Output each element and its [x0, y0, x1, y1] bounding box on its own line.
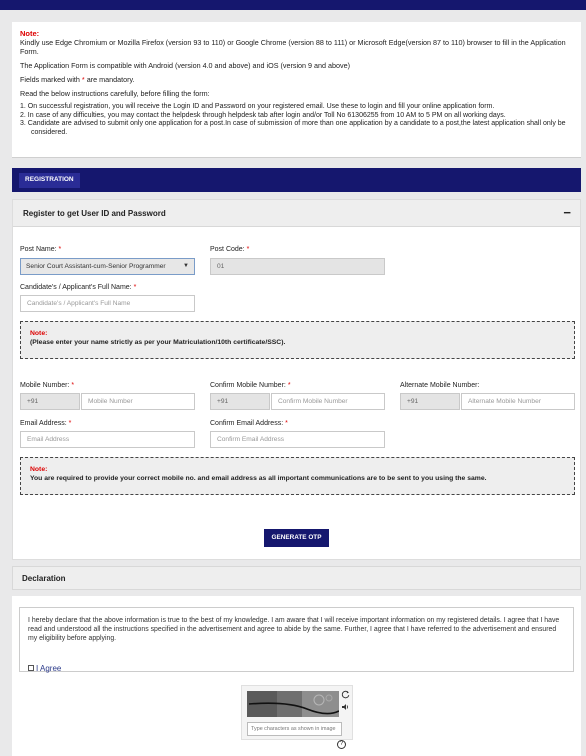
agree-label[interactable]: I Agree	[36, 664, 62, 673]
full-name-label: Candidate's / Applicant's Full Name: *	[20, 284, 137, 291]
captcha-noise-icon	[247, 691, 339, 717]
read-instructions-text: Read the below instructions carefully, before filling the form:	[20, 89, 210, 98]
instruction-item: 3. Candidate are advised to submit only one application for a post.In case of submission of more than one application by a candidate to a post,the latest application shall only be considered.	[20, 120, 566, 136]
compatibility-text: The Application Form is compatible with Android (version 4.0 and above) and iOS (version 9 and above)	[20, 61, 351, 70]
browser-requirement-text: Kindly use Edge Chromium or Mozilla Firefox (version 93 to 110) or Google Chrome (version 88 to 111) or Microsoft Edge(version 87 to 110) browser to fill in the Application Form.	[20, 38, 566, 56]
mandatory-text: Fields marked with * are mandatory.	[20, 75, 135, 84]
email-label: Email Address: *	[20, 420, 72, 427]
contact-note-box	[20, 457, 575, 495]
alternate-mobile-country-code: +91	[400, 393, 460, 410]
post-name-select[interactable]: Senior Court Assistant-cum-Senior Programmer ▼	[20, 258, 195, 275]
tab-registration[interactable]: REGISTRATION	[19, 173, 80, 188]
instruction-item: 1. On successful registration, you will receive the Login ID and Password on your registered email. Use these to login and fill your online application form.	[20, 103, 495, 110]
captcha-widget	[241, 685, 353, 740]
generate-otp-button[interactable]: GENERATE OTP	[264, 529, 329, 547]
post-code-field: 01	[210, 258, 385, 275]
top-header-bar	[0, 0, 586, 10]
confirm-mobile-country-code: +91	[210, 393, 270, 410]
declaration-box	[19, 607, 574, 672]
post-code-label: Post Code: *	[210, 246, 250, 253]
email-input[interactable]: Email Address	[20, 431, 195, 448]
audio-icon[interactable]	[341, 703, 350, 711]
contact-note-title: Note:	[30, 466, 48, 473]
notice-note-label: Note:	[20, 29, 40, 38]
captcha-input[interactable]: Type characters as shown in image	[247, 722, 342, 736]
registration-panel-header[interactable]	[13, 200, 580, 227]
agree-checkbox[interactable]	[28, 664, 61, 673]
mobile-country-code: +91	[20, 393, 80, 410]
confirm-email-label: Confirm Email Address: *	[210, 420, 288, 427]
name-note-box	[20, 321, 575, 359]
mobile-input[interactable]: Mobile Number	[81, 393, 195, 410]
confirm-mobile-label: Confirm Mobile Number: *	[210, 382, 291, 389]
registration-panel	[12, 199, 581, 560]
captcha-image	[247, 691, 339, 717]
collapse-icon[interactable]: −	[563, 205, 571, 220]
alternate-mobile-label: Alternate Mobile Number:	[400, 382, 480, 389]
confirm-email-input[interactable]: Confirm Email Address	[210, 431, 385, 448]
instruction-list	[20, 103, 573, 137]
declaration-title: Declaration	[22, 574, 66, 583]
declaration-text: I hereby declare that the above information is true to the best of my knowledge. I am aware that I will receive important information on my registered details. I agree that I have read and understood all the instructions specified in the advertisement and agree to abide by the same. Further, I agree that I have referred to the advertisement and ensured my eligibility before applying.	[28, 617, 560, 642]
confirm-mobile-input[interactable]: Confirm Mobile Number	[271, 393, 385, 410]
name-note-text: (Please enter your name strictly as per your Matriculation/10th certificate/SSC).	[30, 339, 286, 346]
registration-tab-bar	[12, 168, 581, 192]
alternate-mobile-input[interactable]: Alternate Mobile Number	[461, 393, 575, 410]
panel-title: Register to get User ID and Password	[23, 209, 166, 218]
help-icon[interactable]: ?	[337, 740, 346, 749]
checkbox-icon[interactable]	[28, 665, 34, 671]
name-note-title: Note:	[30, 330, 48, 337]
post-name-label: Post Name: *	[20, 246, 62, 253]
instruction-item: 2. In case of any difficulties, you may contact the helpdesk through helpdesk tab after login and/or Toll No 61306255 from 10 AM to 5 PM on all working days.	[20, 111, 506, 119]
full-name-input[interactable]: Candidate's / Applicant's Full Name	[20, 295, 195, 312]
refresh-icon[interactable]	[341, 690, 350, 699]
chevron-down-icon: ▼	[183, 263, 189, 269]
mobile-label: Mobile Number: *	[20, 382, 75, 389]
instructions-notice	[12, 22, 581, 158]
declaration-header	[12, 566, 581, 590]
contact-note-text: You are required to provide your correct mobile no. and email address as all important communications are to be sent to you using the same.	[30, 475, 487, 482]
